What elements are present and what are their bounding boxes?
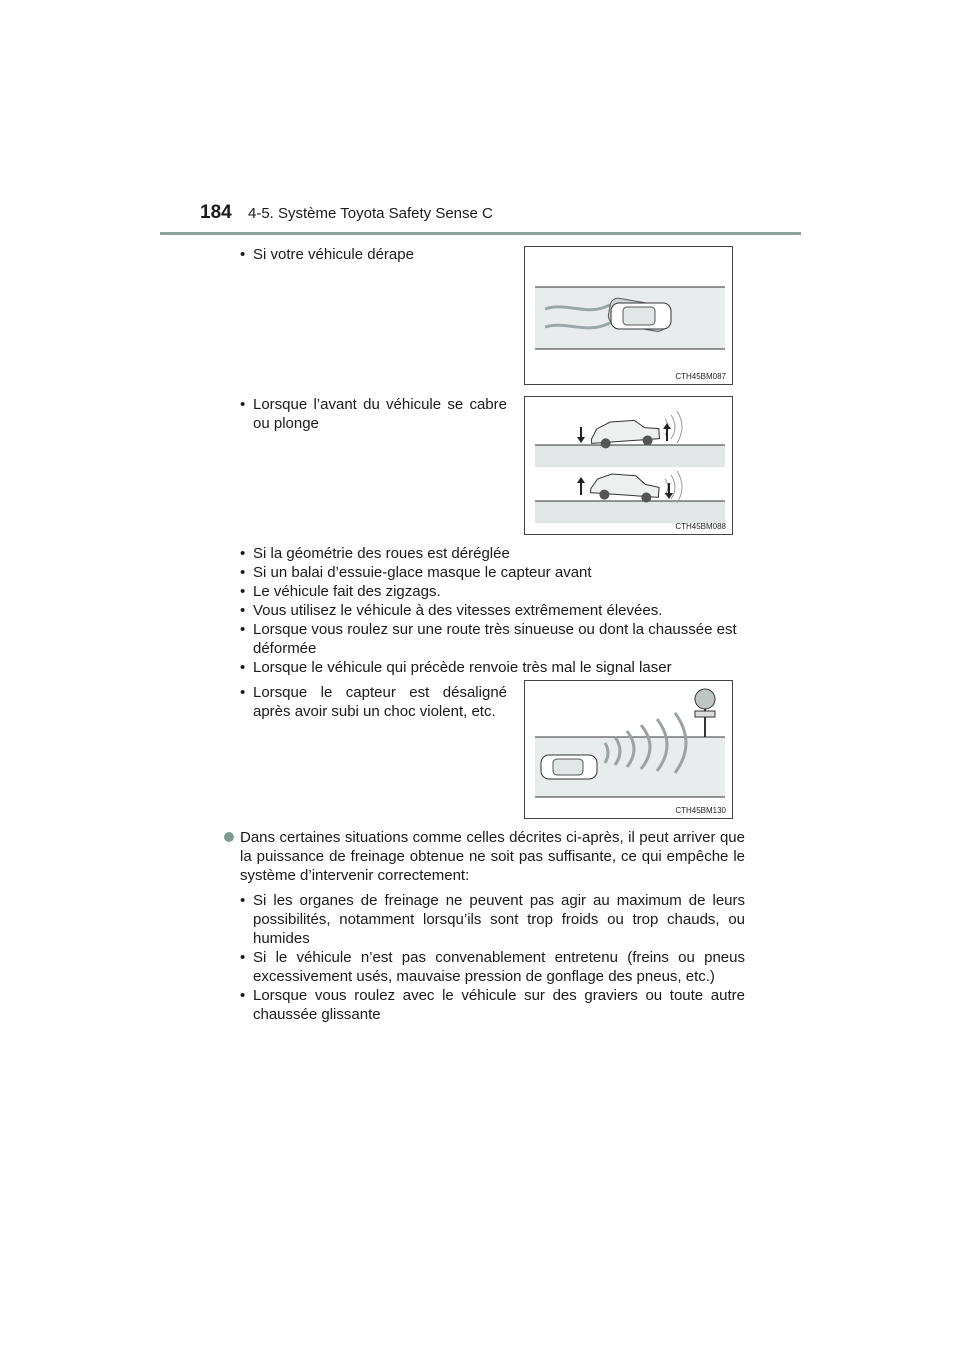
header-rule (160, 232, 801, 235)
list-item-skid: Si votre véhicule dérape (253, 246, 414, 263)
list-item-maintenance-line1: Si le véhicule n’est pas convenablement entretenu (freins ou pneus (253, 949, 745, 966)
list-item-misaligned-line2: après avoir subi un choc violent, etc. (253, 703, 496, 720)
section-bullet-dot (224, 832, 234, 842)
pitch-illustration (525, 397, 732, 534)
list-item-wiper: Si un balai d’essuie-glace masque le capteur avant (253, 564, 592, 581)
list-item-winding-line2: déformée (253, 640, 317, 657)
list-item-pitch-line2: ou plonge (253, 415, 319, 432)
bullet-marker: • (240, 621, 246, 638)
bullet-marker: • (240, 987, 246, 1004)
figure-code: CTH45BM087 (675, 372, 726, 381)
paragraph-line3: système d’intervenir correctement: (240, 867, 470, 884)
figure-sensor-misaligned (524, 680, 733, 819)
list-item-brakes-line3: humides (253, 930, 310, 947)
list-item-maintenance-line2: excessivement usés, mauvaise pression de gonflage des pneus, etc.) (253, 968, 715, 985)
list-item-zigzag: Le véhicule fait des zigzags. (253, 583, 441, 600)
bullet-marker: • (240, 246, 246, 263)
page-number: 184 (200, 202, 232, 223)
bullet-marker: • (240, 949, 246, 966)
skid-illustration (525, 247, 732, 384)
list-item-speed: Vous utilisez le véhicule à des vitesses extrêmement élevées. (253, 602, 663, 619)
figure-pitch (524, 396, 733, 535)
list-item-misaligned-line1: Lorsque le capteur est désaligné (253, 684, 507, 701)
list-item-gravel-line1: Lorsque vous roulez avec le véhicule sur des graviers ou toute autre (253, 987, 745, 1004)
list-item-geometry: Si la géométrie des roues est déréglée (253, 545, 510, 562)
bullet-marker: • (240, 564, 246, 581)
list-item-pitch-line1: Lorsque l’avant du véhicule se cabre (253, 396, 507, 413)
bullet-marker: • (240, 583, 246, 600)
figure-skid (524, 246, 733, 385)
list-item-laser: Lorsque le véhicule qui précède renvoie très mal le signal laser (253, 659, 672, 676)
list-item-gravel-line2: chaussée glissante (253, 1006, 381, 1023)
bullet-marker: • (240, 892, 246, 909)
paragraph-line1: Dans certaines situations comme celles décrites ci-après, il peut arriver que (240, 829, 745, 846)
list-item-brakes-line2: possibilités, notamment lorsqu’ils sont trop froids ou trop chauds, ou (253, 911, 745, 928)
bullet-marker: • (240, 602, 246, 619)
figure-code: CTH45BM130 (675, 806, 726, 815)
bullet-marker: • (240, 396, 246, 413)
list-item-winding-line1: Lorsque vous roulez sur une route très sinueuse ou dont la chaussée est (253, 621, 737, 638)
paragraph-line2: la puissance de freinage obtenue ne soit pas suffisante, ce qui empêche le (240, 848, 745, 865)
section-title: 4-5. Système Toyota Safety Sense C (248, 205, 493, 222)
list-item-brakes-line1: Si les organes de freinage ne peuvent pas agir au maximum de leurs (253, 892, 745, 909)
figure-code: CTH45BM088 (675, 522, 726, 531)
bullet-marker: • (240, 684, 246, 701)
bullet-marker: • (240, 659, 246, 676)
bullet-marker: • (240, 545, 246, 562)
sensor-illustration (525, 681, 732, 818)
